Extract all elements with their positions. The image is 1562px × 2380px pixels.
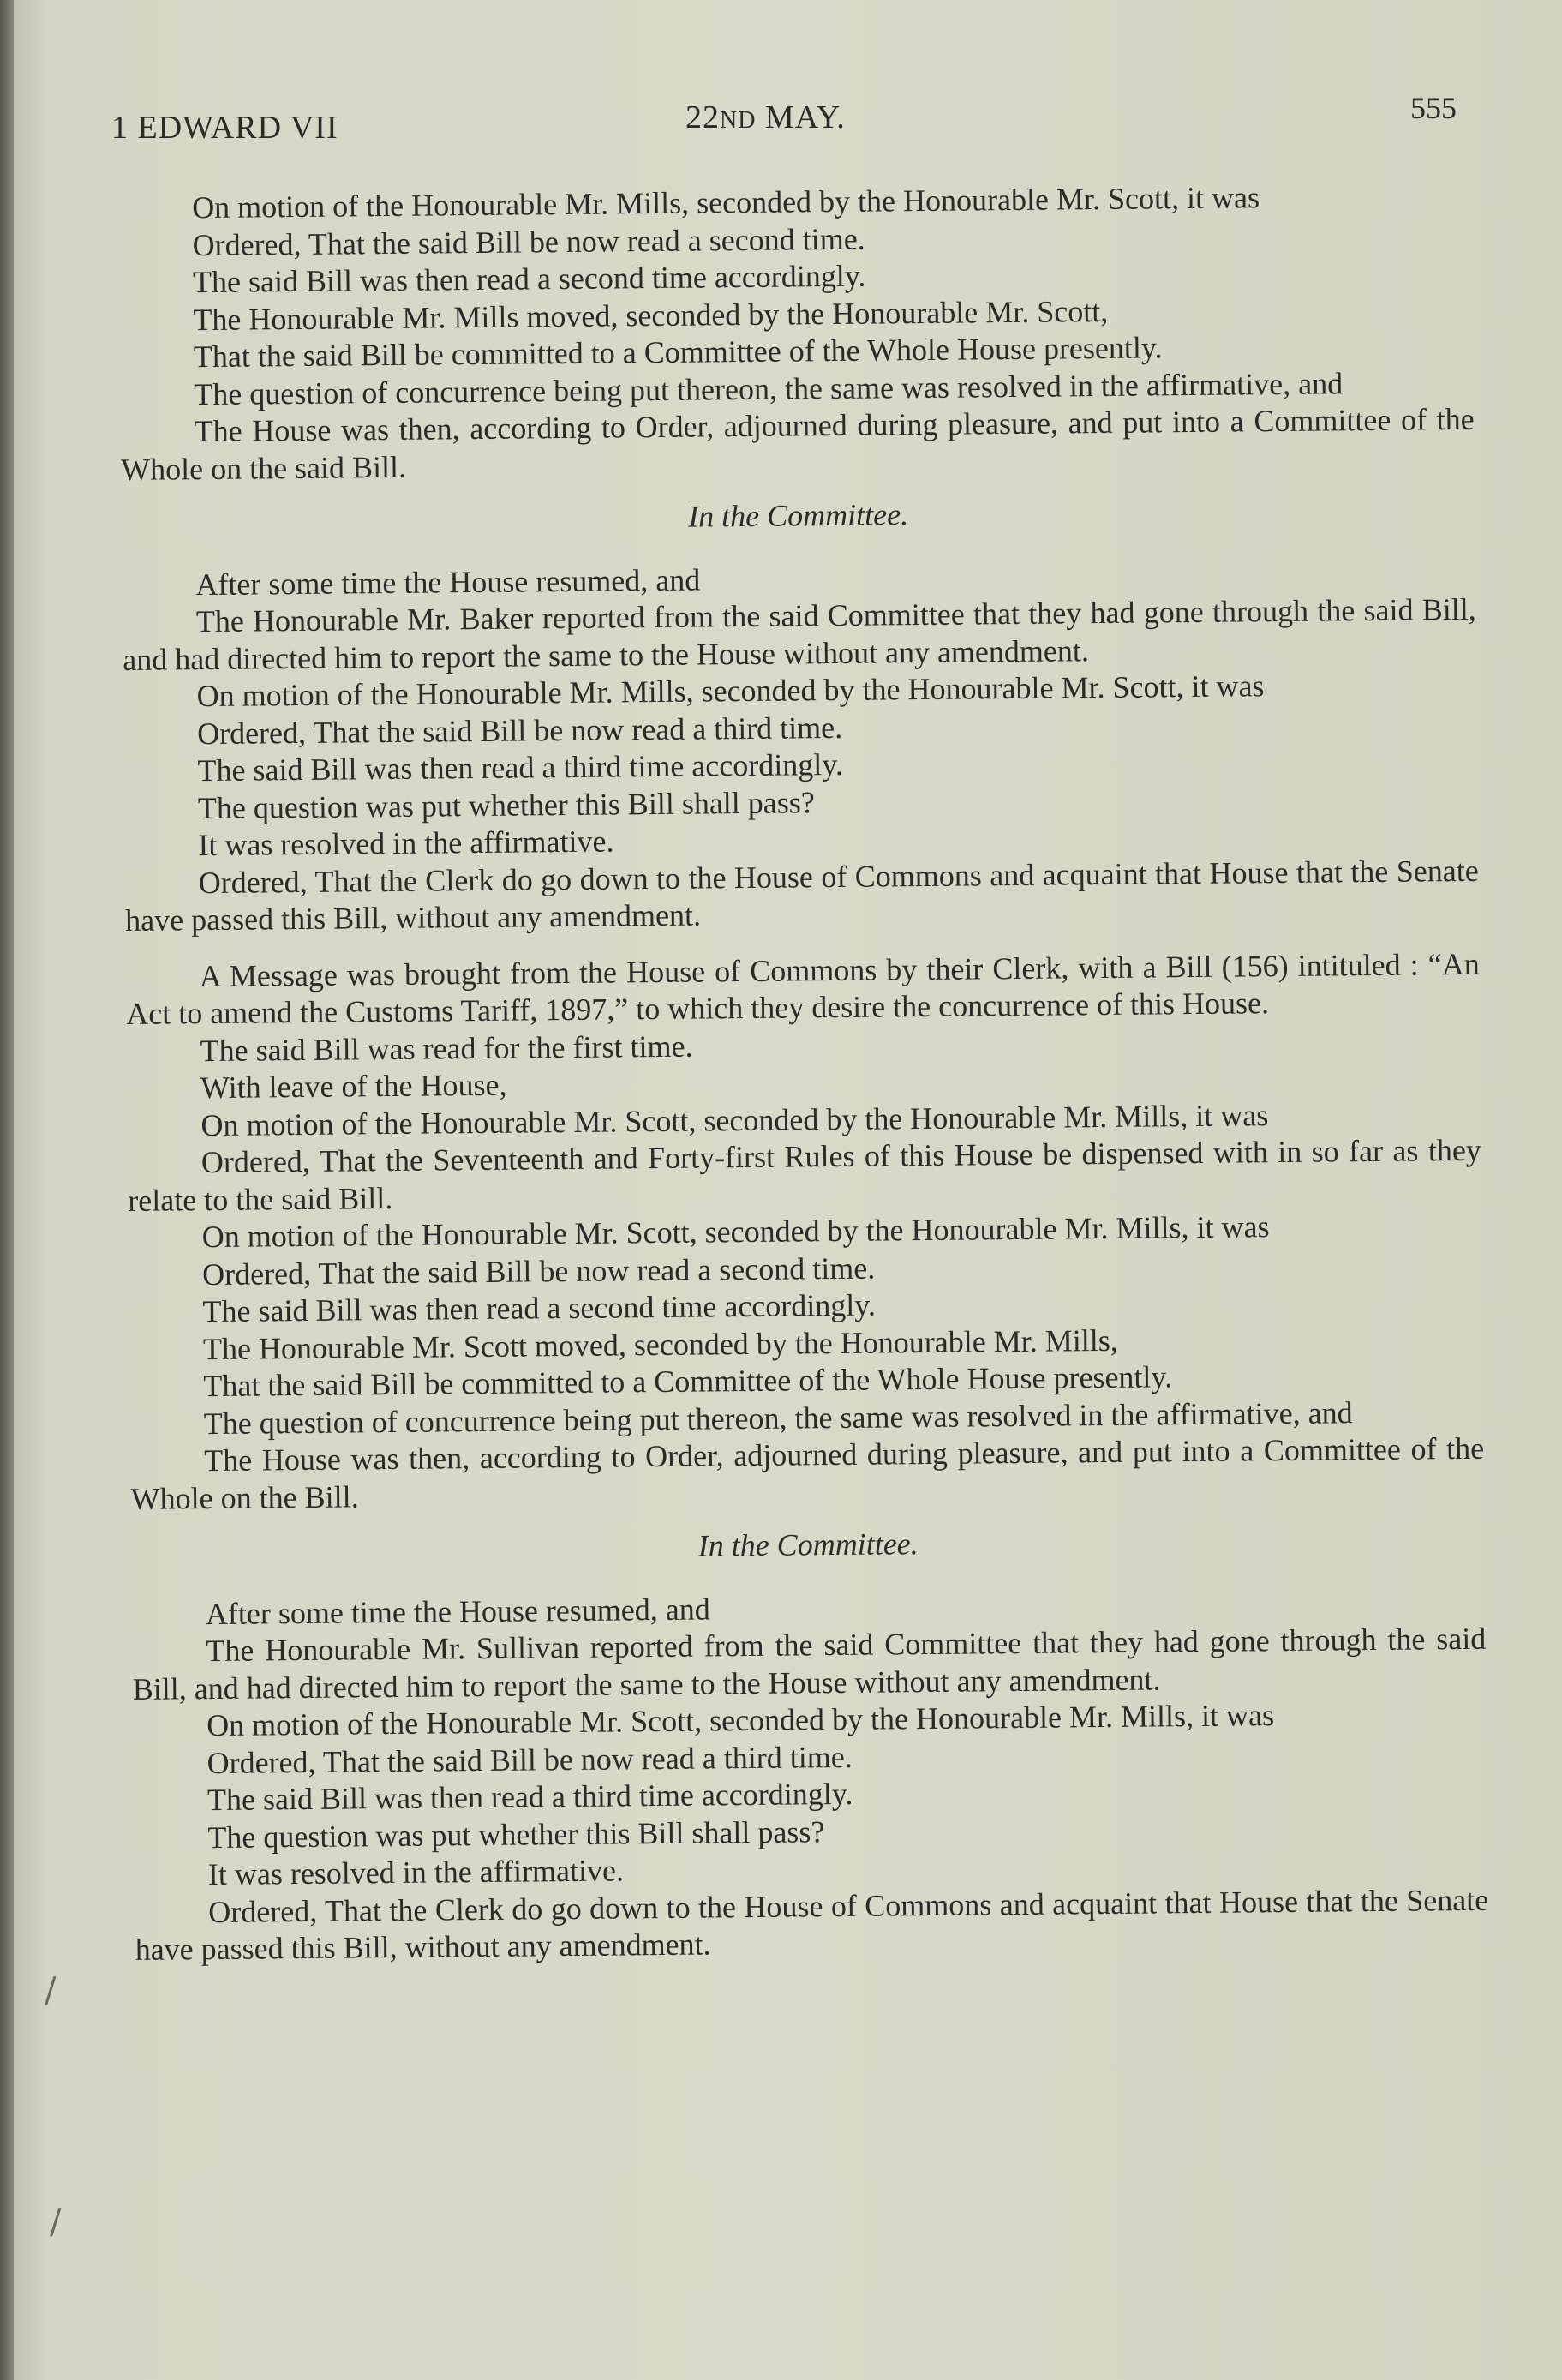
paragraph: The said Bill was then read a third time accordingly. bbox=[197, 746, 844, 788]
paragraph: Ordered, That the Seventeenth and Forty-first Rules of this House be dispensed with in so far as they relate to the said Bill. bbox=[128, 1132, 1482, 1218]
journal-body-text bbox=[118, 177, 1489, 1969]
paragraph: The question was put whether this Bill shall pass? bbox=[207, 1813, 825, 1855]
paragraph: The said Bill was then read a second time accordingly. bbox=[192, 258, 866, 300]
paragraph: The Honourable Mr. Sullivan reported from the said Committee that they had gone through the said Bill, and had directed him to report the same to the House without any amendment. bbox=[132, 1621, 1487, 1706]
margin-pencil-mark: / bbox=[50, 2203, 62, 2242]
paragraph: A Message was brought from the House of Commons by their Clerk, with a Bill (156) intituled : “An Act to amend the Customs Tariff, 1897,” to which they desire the concurrence of this House. bbox=[126, 946, 1480, 1031]
paragraph: It was resolved in the affirmative. bbox=[198, 824, 614, 863]
paragraph: Ordered, That the Clerk do go down to the House of Commons and acquaint that House that the Senate have passed this Bill, without any amendment. bbox=[124, 853, 1479, 938]
paragraph: The Honourable Mr. Baker reported from the said Committee that they had gone through the said Bill, and had directed him to report the same to the House without any amendment. bbox=[123, 591, 1476, 677]
paragraph: On motion of the Honourable Mr. Scott, seconded by the Honourable Mr. Mills, it was bbox=[200, 1097, 1269, 1142]
paragraph: The question was put whether this Bill shall pass? bbox=[197, 784, 815, 825]
margin-pencil-mark: / bbox=[45, 1971, 57, 2011]
paragraph: The House was then, according to Order, adjourned during pleasure, and put into a Committee of the Whole on the said Bill. bbox=[120, 401, 1475, 487]
paragraph: With leave of the House, bbox=[200, 1067, 507, 1106]
paragraph: The Honourable Mr. Mills moved, seconded by the Honourable Mr. Scott, bbox=[193, 293, 1109, 337]
header-date-day: 22 bbox=[685, 99, 720, 135]
paragraph: The Honourable Mr. Scott moved, seconded by the Honourable Mr. Mills, bbox=[202, 1322, 1118, 1366]
paragraph: On motion of the Honourable Mr. Scott, seconded by the Honourable Mr. Mills, it was bbox=[206, 1698, 1275, 1743]
paragraph: Ordered, That the said Bill be now read a third time. bbox=[196, 710, 843, 751]
paragraph: On motion of the Honourable Mr. Mills, seconded by the Honourable Mr. Scott, it was bbox=[192, 180, 1260, 225]
paragraph: The House was then, according to Order, adjourned during pleasure, and put into a Committee of the Whole on the Bill. bbox=[130, 1430, 1485, 1516]
paragraph: After some time the House resumed, and bbox=[195, 562, 701, 602]
paragraph: After some time the House resumed, and bbox=[205, 1591, 710, 1631]
paragraph: The said Bill was then read a second time accordingly. bbox=[202, 1287, 877, 1329]
paragraph: The said Bill was read for the first time. bbox=[200, 1028, 693, 1068]
running-header bbox=[111, 90, 1457, 150]
section-heading: In the Committee. bbox=[688, 497, 909, 534]
header-date-suffix: ND bbox=[720, 107, 757, 134]
paragraph: The question of concurrence being put thereon, the same was resolved in the affirmative, and bbox=[194, 365, 1344, 411]
book-spine-shadow bbox=[0, 0, 14, 2380]
header-date bbox=[685, 99, 846, 136]
header-date-month: MAY. bbox=[764, 99, 846, 135]
paragraph: Ordered, That the said Bill be now read a second time. bbox=[201, 1250, 876, 1292]
page-number: 555 bbox=[1410, 91, 1457, 125]
header-reign: 1 EDWARD VII bbox=[111, 110, 338, 146]
paragraph: The said Bill was then read a third time accordingly. bbox=[206, 1776, 853, 1818]
paragraph: On motion of the Honourable Mr. Scott, seconded by the Honourable Mr. Mills, it was bbox=[201, 1209, 1270, 1255]
paragraph: Ordered, That the Clerk do go down to the House of Commons and acquaint that House that the Senate have passed this Bill, without any amendment. bbox=[135, 1882, 1489, 1967]
paragraph: That the said Bill be committed to a Committee of the Whole House presently. bbox=[203, 1359, 1173, 1404]
paragraph: That the said Bill be committed to a Committee of the Whole House presently. bbox=[193, 330, 1163, 375]
paragraph: The question of concurrence being put thereon, the same was resolved in the affirmative, and bbox=[203, 1394, 1353, 1441]
paragraph: Ordered, That the said Bill be now read a second time. bbox=[192, 221, 865, 262]
section-heading: In the Committee. bbox=[697, 1526, 919, 1563]
paragraph: On motion of the Honourable Mr. Mills, seconded by the Honourable Mr. Scott, it was bbox=[196, 668, 1265, 714]
paragraph: Ordered, That the said Bill be now read a third time. bbox=[206, 1739, 853, 1780]
paragraph: It was resolved in the affirmative. bbox=[207, 1853, 625, 1892]
